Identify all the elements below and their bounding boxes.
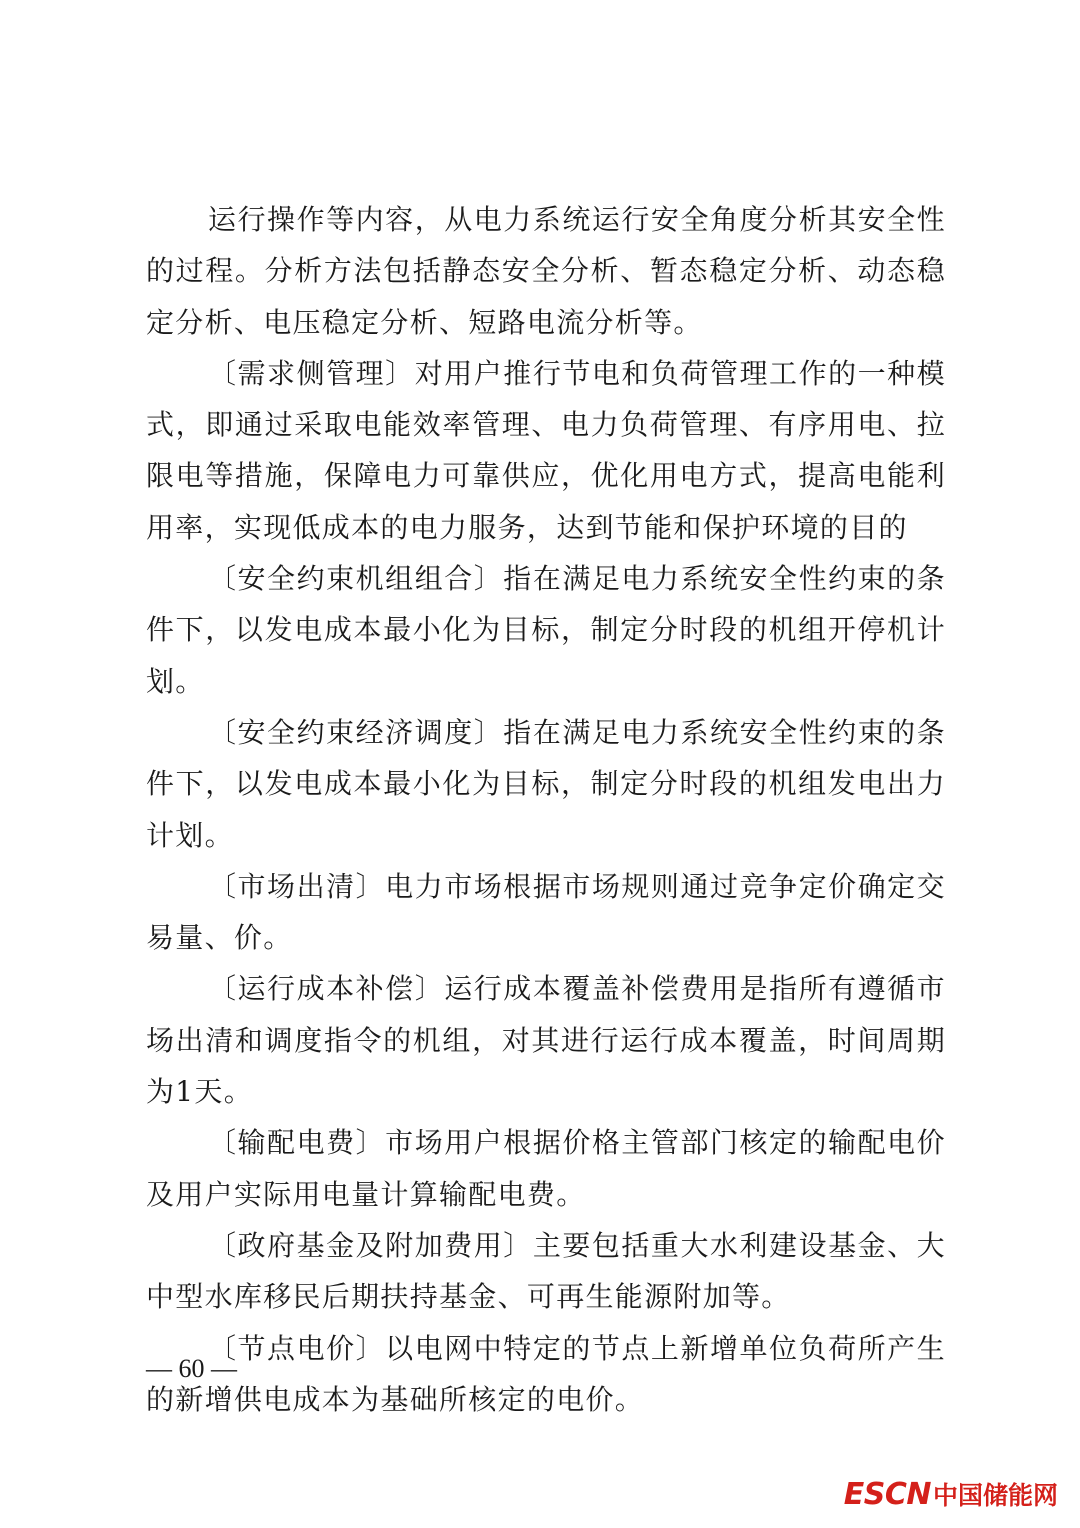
paragraph-market-clearing: 〔市场出清〕电力市场根据市场规则通过竞争定价确定交易量、价。 [146,869,946,955]
paragraph-government-funds-surcharges: 〔政府基金及附加费用〕主要包括重大水利建设基金、大中型水库移民后期扶持基金、可再生能源附加等。 [146,1228,946,1314]
text-body [146,194,946,1425]
paragraph-nodal-price: 〔节点电价〕以电网中特定的节点上新增单位负荷所产生的新增供电成本为基础所核定的电价。 [146,1331,946,1416]
watermark-latin: ESCN [843,1476,931,1512]
paragraph-transmission-distribution-fee: 〔输配电费〕市场用户根据价格主管部门核定的输配电价及用户实际用电量计算输配电费。 [146,1126,946,1211]
paragraph-operating-cost-compensation: 〔运行成本补偿〕运行成本覆盖补偿费用是指所有遵循市场出清和调度指令的机组，对其进行运行成本覆盖，时间周期为1天。 [146,972,946,1109]
paragraph-continuation: 运行操作等内容，从电力系统运行安全角度分析其安全性的过程。分析方法包括静态安全分析、暂态稳定分析、动态稳定分析、电压稳定分析、短路电流分析等。 [146,203,946,339]
escn-watermark [844,1474,1058,1514]
paragraph-security-constrained-economic-dispatch: 〔安全约束经济调度〕指在满足电力系统安全性约束的条件下，以发电成本最小化为目标，制定分时段的机组发电出力计划。 [146,715,946,852]
watermark-chinese: 中国储能网 [932,1481,1058,1510]
page-number: — 60 — [146,1354,237,1383]
paragraph-security-constrained-unit-commitment: 〔安全约束机组组合〕指在满足电力系统安全性约束的条件下，以发电成本最小化为目标，制定分时段的机组开停机计划。 [146,562,946,698]
paragraph-demand-side-management: 〔需求侧管理〕对用户推行节电和负荷管理工作的一种模式，即通过采取电能效率管理、电力负荷管理、有序用电、拉限电等措施，保障电力可靠供应，优化用电方式，提高电能利用率，实现低成本的电力服务，达到节能和保护环境的目的 [146,356,946,544]
